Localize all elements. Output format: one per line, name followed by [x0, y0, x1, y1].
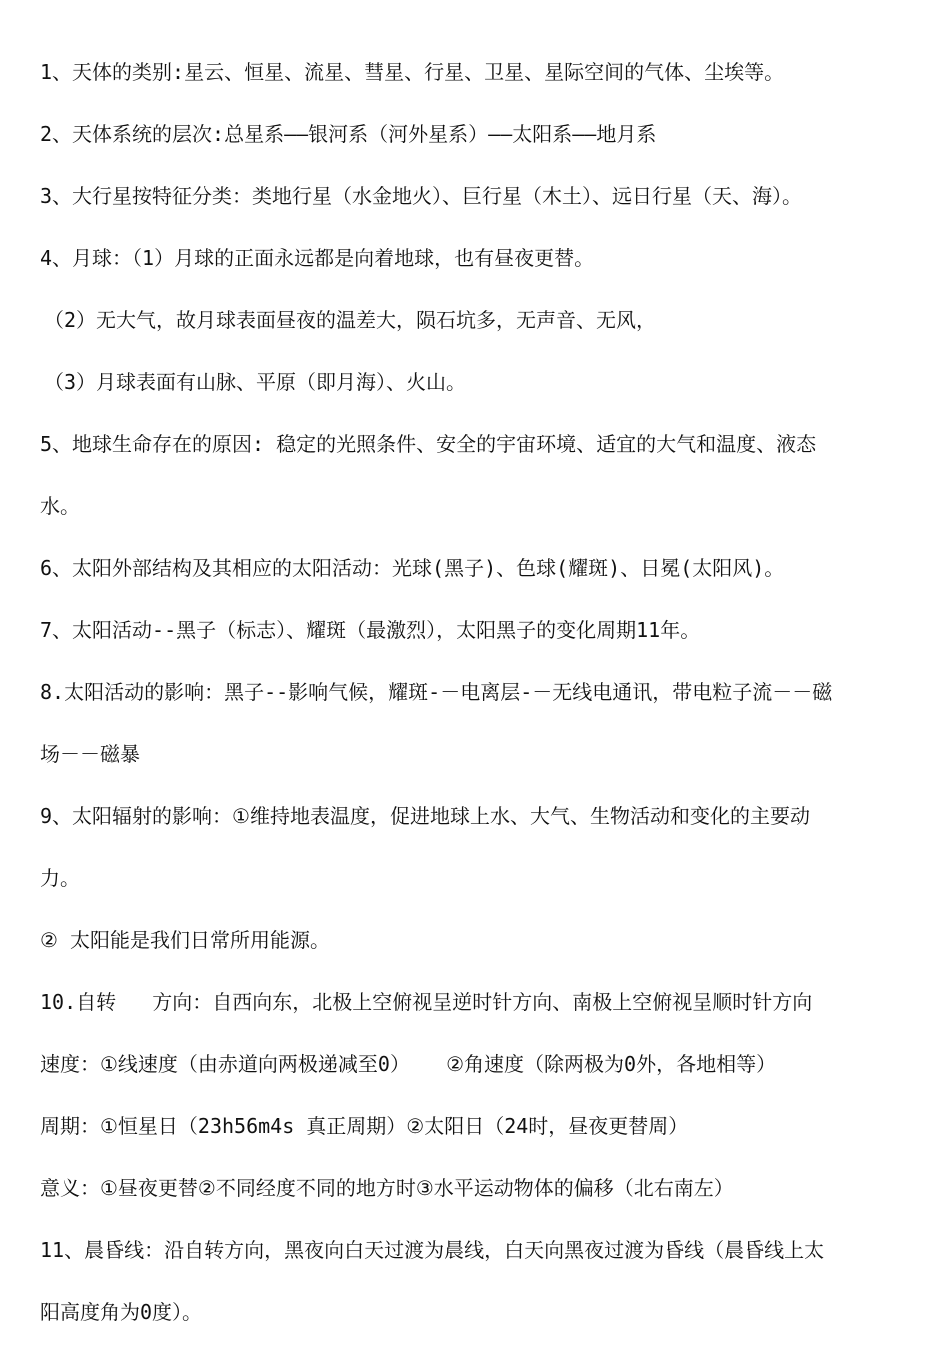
document-page [40, 50, 920, 1352]
text-line-21: 阳高度角为0度）。 [40, 1300, 203, 1324]
text-line-19: 意义：①昼夜更替②不同经度不同的地方时③水平运动物体的偏移（北右南左） [40, 1176, 734, 1200]
text-line-13: 9、太阳辐射的影响：①维持地表温度，促进地球上水、大气、生物活动和变化的主要动 [40, 804, 810, 828]
text-line-9: 6、太阳外部结构及其相应的太阳活动：光球(黑子)、色球(耀斑)、日冕(太阳风)。 [40, 556, 785, 580]
text-line-4: 4、月球：（1）月球的正面永远都是向着地球，也有昼夜更替。 [40, 246, 595, 270]
text-line-18: 周期：①恒星日（23h56m4s 真正周期）②太阳日（24时，昼夜更替周） [40, 1114, 689, 1138]
text-line-5: （2）无大气，故月球表面昼夜的温差大，陨石坑多，无声音、无风， [44, 308, 657, 332]
text-line-12: 场－－磁暴 [40, 742, 140, 766]
text-line-16: 10.自转 方向：自西向东，北极上空俯视呈逆时针方向、南极上空俯视呈顺时针方向 [40, 990, 813, 1014]
text-line-14: 力。 [40, 866, 80, 890]
text-line-1: 1、天体的类别:星云、恒星、流星、彗星、行星、卫星、星际空间的气体、尘埃等。 [40, 60, 785, 84]
text-line-11: 8.太阳活动的影响：黑子--影响气候，耀斑-－电离层-－无线电通讯，带电粒子流－－磁 [40, 680, 833, 704]
text-line-8: 水。 [40, 494, 80, 518]
text-line-7: 5、地球生命存在的原因: 稳定的光照条件、安全的宇宙环境、适宜的大气和温度、液态 [40, 432, 817, 456]
text-line-17: 速度：①线速度（由赤道向两极递减至0） ②角速度（除两极为0外，各地相等） [40, 1052, 777, 1076]
text-line-10: 7、太阳活动--黑子（标志）、耀斑（最激烈），太阳黑子的变化周期11年。 [40, 618, 701, 642]
text-line-20: 11、晨昏线：沿自转方向，黑夜向白天过渡为晨线，白天向黑夜过渡为昏线（晨昏线上太 [40, 1238, 825, 1262]
text-line-6: （3）月球表面有山脉、平原（即月海）、火山。 [44, 370, 467, 394]
text-line-3: 3、大行星按特征分类：类地行星（水金地火）、巨行星（木土）、远日行星（天、海）。 [40, 184, 803, 208]
text-line-15: ② 太阳能是我们日常所用能源。 [40, 928, 330, 952]
text-line-2: 2、天体系统的层次:总星系——银河系（河外星系）——太阳系——地月系 [40, 122, 657, 146]
